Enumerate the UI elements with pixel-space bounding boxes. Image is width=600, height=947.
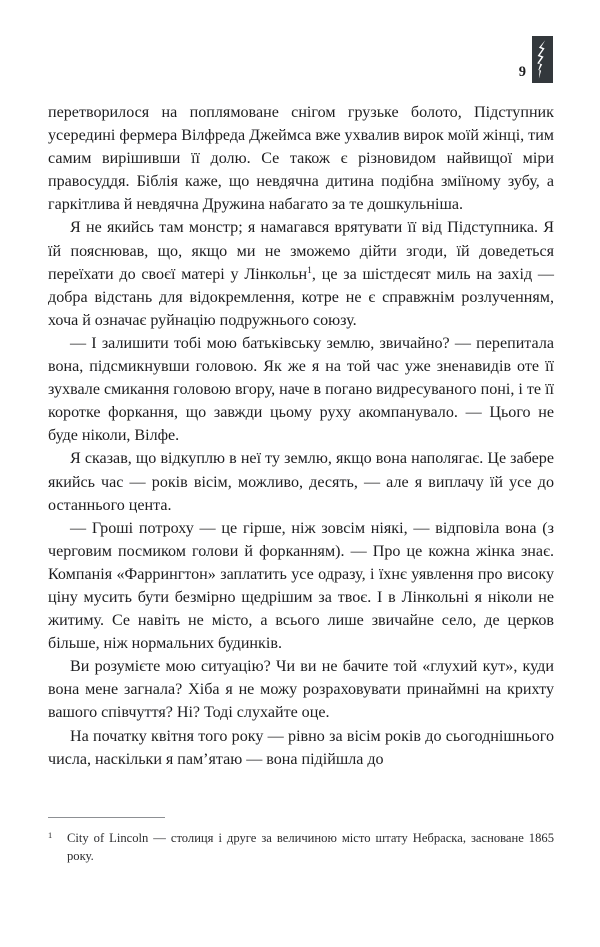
paragraph: Я сказав, що відкуплю в неї ту землю, якщо вона наполягає. Це забере якийсь час — років вісім, можливо, десять, — але я виплачу їй усе до останнього цента.: [48, 450, 554, 514]
paragraph: — Гроші потроху — це гірше, ніж зовсім ніякі, — відповіла вона (з черговим посмиком голови й форканням). — Про це кожна жінка знає. Компанія «Фаррингтон» заплатить усе одразу, і їхнє уявлення про високу ціну мусить бути безмірно щедрішим за твоє. І в Лінкольні я ніколи не житиму. Се навіть не місто, а всього лише звичайне село, де церков більше, ніж нормальних будинків.: [48, 519, 554, 653]
footnote-marker: 1: [48, 831, 53, 840]
paragraph-text-tail: , це за шістдесят миль на захід — добра відстань для відокремлення, котре не є справжнім розлученням, хоча й означає руйнацію подружнього союзу.: [48, 265, 554, 329]
footnote-text: City of Lincoln — столиця і друге за величиною місто штату Небраска, засноване 1865 року.: [67, 831, 554, 864]
footnote-item: [48, 829, 554, 865]
paragraph: На початку квітня того року — рівно за вісім років до сьогоднішнього числа, наскільки я пам’ятаю — вона підійшла до: [48, 727, 554, 768]
paragraph: — І залишити тобі мою батьківську землю, звичайно? — перепитала вона, підсмикнувши головою. Як же я на той час уже зненавидів оте її зухвале смикання головою вгору, наче в погано видресуваного поні, і те її коротке форкання, що завжди цьому руху акомпанувало. — Цього не буде ніколи, Вілфе.: [48, 334, 554, 445]
paragraph-text-head: Я не якийсь там монстр; я намагався врятувати її від Підступника. Я їй пояснював, що, якщо ми не зможемо дійти згоди, їй доведеться переїхати до своєї матері у Лінкольн: [48, 219, 554, 283]
body-text: [48, 101, 554, 771]
footnote-area: [48, 817, 554, 865]
paragraph-with-footnote: [48, 216, 554, 331]
footnote-separator-rule: [48, 817, 165, 818]
paragraph: перетворилося на поплямоване снігом грузьке болото, Підступник усередині фермера Вілфреда Джеймса вже ухвалив вирок моїй жінці, тим самим вирішивши її долю. Се також є різновидом найвищої міри правосуддя. Біблія каже, що невдячна дитина подібна зміїному зубу, а гаркітлива й невдячна Дружина набагато за те дошкульніша.: [48, 104, 554, 214]
page-number: 9: [518, 63, 526, 80]
running-head: [519, 33, 553, 83]
paragraph: Ви розумієте мою ситуацію? Чи ви не бачите той «глухий кут», куди вона мене загнала? Хіба я не можу розраховувати принаймні на крихту вашого співчуття? Ні? Тоді слухайте оце.: [48, 658, 554, 722]
footnote-reference: 1: [307, 265, 312, 276]
lightning-bolt-ornament-icon: [532, 36, 553, 83]
